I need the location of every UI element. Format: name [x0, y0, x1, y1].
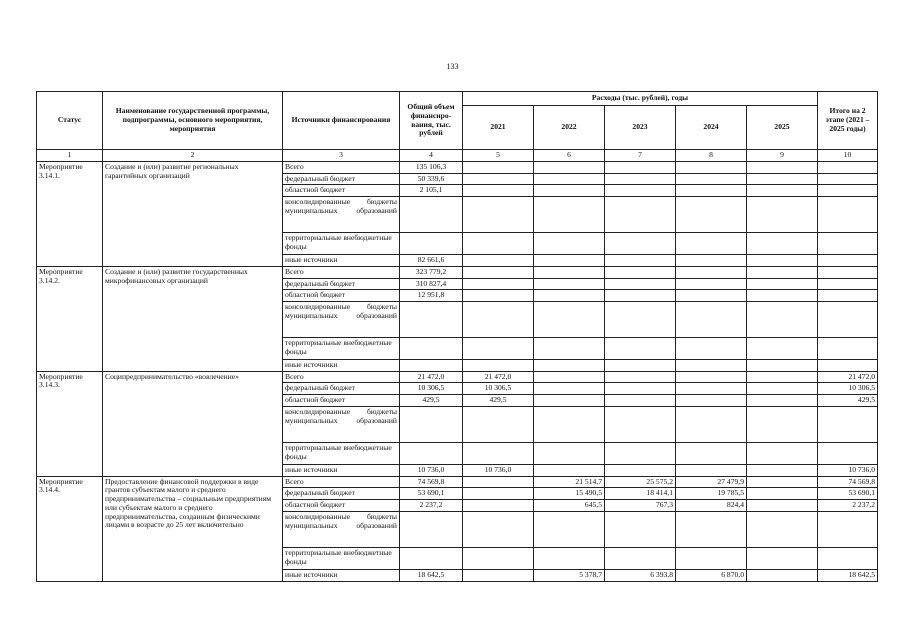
- amount-cell: 12 951,8: [400, 290, 463, 302]
- amount-cell: [818, 290, 878, 302]
- header-name: Наименование государственной программы, подпрограммы, основного мероприятия, мероприятия: [103, 92, 283, 150]
- amount-cell: [747, 464, 818, 476]
- amount-cell: [747, 338, 818, 360]
- amount-cell: [747, 547, 818, 569]
- amount-cell: [747, 162, 818, 174]
- source-label: областной бюджет: [283, 395, 400, 407]
- amount-cell: [747, 278, 818, 290]
- column-number: 7: [605, 150, 676, 162]
- amount-cell: [605, 395, 676, 407]
- amount-cell: [463, 500, 534, 512]
- amount-cell: 645,5: [534, 500, 605, 512]
- amount-cell: [463, 511, 534, 547]
- header-sources: Источники финансирования: [283, 92, 400, 150]
- header-expenses-group: Расходы (тыс. рублей), годы: [463, 92, 818, 106]
- amount-cell: 2 237,2: [400, 500, 463, 512]
- source-label: областной бюджет: [283, 290, 400, 302]
- amount-cell: [676, 290, 747, 302]
- amount-cell: [747, 569, 818, 581]
- amount-cell: [676, 278, 747, 290]
- amount-cell: [534, 233, 605, 255]
- amount-cell: [676, 511, 747, 547]
- amount-cell: [534, 162, 605, 174]
- measure-name: Создание и (или) развитие государственных микрофинансовых организаций: [103, 266, 283, 371]
- source-label: консолидированные бюджеты муниципальных образований: [283, 302, 400, 338]
- amount-cell: 6 393,8: [605, 569, 676, 581]
- amount-cell: [605, 511, 676, 547]
- column-number: 9: [747, 150, 818, 162]
- amount-cell: [747, 406, 818, 442]
- amount-cell: [747, 383, 818, 395]
- column-number: 6: [534, 150, 605, 162]
- amount-cell: [676, 395, 747, 407]
- header-year: 2021: [463, 106, 534, 150]
- source-label: иные источники: [283, 464, 400, 476]
- column-number: 10: [818, 150, 878, 162]
- source-label: консолидированные бюджеты муниципальных образований: [283, 197, 400, 233]
- amount-cell: 21 514,7: [534, 476, 605, 488]
- source-label: консолидированные бюджеты муниципальных образований: [283, 406, 400, 442]
- amount-cell: 18 642,5: [400, 569, 463, 581]
- amount-cell: [747, 371, 818, 383]
- amount-cell: [534, 338, 605, 360]
- amount-cell: [747, 395, 818, 407]
- amount-cell: [747, 488, 818, 500]
- amount-cell: [534, 185, 605, 197]
- amount-cell: [818, 338, 878, 360]
- amount-cell: [463, 197, 534, 233]
- amount-cell: 10 306,5: [400, 383, 463, 395]
- source-label: Всего: [283, 266, 400, 278]
- amount-cell: [605, 290, 676, 302]
- amount-cell: [818, 266, 878, 278]
- amount-cell: [818, 547, 878, 569]
- amount-cell: [534, 442, 605, 464]
- amount-cell: [463, 442, 534, 464]
- amount-cell: [463, 290, 534, 302]
- amount-cell: 429,5: [818, 395, 878, 407]
- amount-cell: [463, 278, 534, 290]
- amount-cell: [818, 360, 878, 372]
- amount-cell: [463, 476, 534, 488]
- page-number: 133: [446, 62, 459, 71]
- amount-cell: 50 339,6: [400, 173, 463, 185]
- amount-cell: [534, 197, 605, 233]
- amount-cell: [676, 162, 747, 174]
- column-number: 2: [103, 150, 283, 162]
- amount-cell: [463, 255, 534, 267]
- header-total-volume: Общий объем финансиро-вания, тыс. рублей: [400, 92, 463, 150]
- header-year: 2024: [676, 106, 747, 150]
- header-year: 2022: [534, 106, 605, 150]
- amount-cell: [400, 233, 463, 255]
- amount-cell: [676, 406, 747, 442]
- amount-cell: 310 827,4: [400, 278, 463, 290]
- amount-cell: [747, 266, 818, 278]
- amount-cell: [534, 547, 605, 569]
- source-label: иные источники: [283, 569, 400, 581]
- amount-cell: [676, 302, 747, 338]
- source-label: консолидированные бюджеты муниципальных образований: [283, 511, 400, 547]
- amount-cell: [676, 233, 747, 255]
- amount-cell: 10 736,0: [818, 464, 878, 476]
- amount-cell: 21 472,0: [818, 371, 878, 383]
- amount-cell: 74 569,8: [400, 476, 463, 488]
- amount-cell: 25 575,2: [605, 476, 676, 488]
- amount-cell: [463, 266, 534, 278]
- amount-cell: [818, 442, 878, 464]
- amount-cell: [676, 255, 747, 267]
- amount-cell: [676, 197, 747, 233]
- amount-cell: [747, 255, 818, 267]
- measure-name: Соципредпринимательство «вовлечение»: [103, 371, 283, 476]
- amount-cell: [463, 488, 534, 500]
- amount-cell: [676, 383, 747, 395]
- amount-cell: [463, 162, 534, 174]
- amount-cell: [818, 162, 878, 174]
- amount-cell: [605, 266, 676, 278]
- amount-cell: [534, 255, 605, 267]
- amount-cell: 2 105,1: [400, 185, 463, 197]
- source-label: территориальные внебюджетные фонды: [283, 233, 400, 255]
- table-row: [37, 371, 878, 383]
- amount-cell: 18 642,5: [818, 569, 878, 581]
- header-total-stage: Итого на 2 этапе (2021 – 2025 годы): [818, 92, 878, 150]
- amount-cell: [605, 383, 676, 395]
- amount-cell: [605, 162, 676, 174]
- amount-cell: 429,5: [463, 395, 534, 407]
- amount-cell: 2 237,2: [818, 500, 878, 512]
- measure-status: Мероприятие 3.14.1.: [37, 162, 103, 267]
- amount-cell: [534, 278, 605, 290]
- table-row: [37, 266, 878, 278]
- amount-cell: [534, 383, 605, 395]
- amount-cell: [676, 173, 747, 185]
- amount-cell: [463, 233, 534, 255]
- amount-cell: [747, 511, 818, 547]
- amount-cell: [534, 511, 605, 547]
- column-number: 3: [283, 150, 400, 162]
- amount-cell: [463, 547, 534, 569]
- amount-cell: [605, 360, 676, 372]
- amount-cell: [747, 500, 818, 512]
- amount-cell: 21 472,0: [400, 371, 463, 383]
- amount-cell: [818, 233, 878, 255]
- amount-cell: [818, 255, 878, 267]
- amount-cell: [747, 302, 818, 338]
- source-label: иные источники: [283, 255, 400, 267]
- amount-cell: [400, 338, 463, 360]
- amount-cell: [605, 464, 676, 476]
- source-label: иные источники: [283, 360, 400, 372]
- amount-cell: [605, 173, 676, 185]
- amount-cell: [400, 547, 463, 569]
- source-label: территориальные внебюджетные фонды: [283, 442, 400, 464]
- header-status: Статус: [37, 92, 103, 150]
- amount-cell: 135 106,3: [400, 162, 463, 174]
- column-number: 1: [37, 150, 103, 162]
- amount-cell: [747, 233, 818, 255]
- source-label: областной бюджет: [283, 500, 400, 512]
- amount-cell: 323 779,2: [400, 266, 463, 278]
- amount-cell: [605, 278, 676, 290]
- amount-cell: [818, 511, 878, 547]
- header-year: 2025: [747, 106, 818, 150]
- amount-cell: [605, 338, 676, 360]
- amount-cell: [676, 266, 747, 278]
- amount-cell: [676, 185, 747, 197]
- amount-cell: [605, 442, 676, 464]
- source-label: федеральный бюджет: [283, 173, 400, 185]
- amount-cell: [605, 371, 676, 383]
- amount-cell: [676, 338, 747, 360]
- amount-cell: 53 690,1: [400, 488, 463, 500]
- source-label: территориальные внебюджетные фонды: [283, 547, 400, 569]
- amount-cell: [818, 278, 878, 290]
- amount-cell: 429,5: [400, 395, 463, 407]
- amount-cell: [534, 395, 605, 407]
- amount-cell: [605, 406, 676, 442]
- amount-cell: [400, 511, 463, 547]
- amount-cell: [676, 371, 747, 383]
- source-label: Всего: [283, 371, 400, 383]
- table-row: [37, 162, 878, 174]
- amount-cell: [400, 360, 463, 372]
- measure-status: Мероприятие 3.14.2.: [37, 266, 103, 371]
- amount-cell: [534, 371, 605, 383]
- amount-cell: [534, 302, 605, 338]
- source-label: территориальные внебюджетные фонды: [283, 338, 400, 360]
- measure-status: Мероприятие 3.14.4.: [37, 476, 103, 581]
- amount-cell: [534, 464, 605, 476]
- amount-cell: [605, 302, 676, 338]
- amount-cell: [605, 547, 676, 569]
- amount-cell: 10 306,5: [463, 383, 534, 395]
- amount-cell: [747, 197, 818, 233]
- amount-cell: [534, 173, 605, 185]
- amount-cell: [605, 197, 676, 233]
- amount-cell: [818, 197, 878, 233]
- amount-cell: 19 785,5: [676, 488, 747, 500]
- source-label: Всего: [283, 162, 400, 174]
- amount-cell: [747, 185, 818, 197]
- amount-cell: 10 736,0: [400, 464, 463, 476]
- measure-status: Мероприятие 3.14.3.: [37, 371, 103, 476]
- column-number: 4: [400, 150, 463, 162]
- amount-cell: [676, 464, 747, 476]
- amount-cell: [534, 406, 605, 442]
- amount-cell: [747, 290, 818, 302]
- amount-cell: [463, 338, 534, 360]
- amount-cell: [818, 185, 878, 197]
- amount-cell: 74 569,8: [818, 476, 878, 488]
- amount-cell: [676, 442, 747, 464]
- amount-cell: [605, 233, 676, 255]
- header-year: 2023: [605, 106, 676, 150]
- amount-cell: [400, 406, 463, 442]
- measure-name: Создание и (или) развитие региональных гарантийных организаций: [103, 162, 283, 267]
- source-label: федеральный бюджет: [283, 383, 400, 395]
- amount-cell: 767,3: [605, 500, 676, 512]
- financing-table: [36, 91, 878, 582]
- amount-cell: [534, 290, 605, 302]
- amount-cell: [463, 173, 534, 185]
- source-label: федеральный бюджет: [283, 278, 400, 290]
- source-label: Всего: [283, 476, 400, 488]
- amount-cell: 10 736,0: [463, 464, 534, 476]
- amount-cell: [605, 185, 676, 197]
- amount-cell: 824,4: [676, 500, 747, 512]
- amount-cell: [400, 442, 463, 464]
- amount-cell: 5 378,7: [534, 569, 605, 581]
- amount-cell: [747, 360, 818, 372]
- amount-cell: [534, 360, 605, 372]
- amount-cell: [818, 406, 878, 442]
- amount-cell: [818, 173, 878, 185]
- amount-cell: [463, 302, 534, 338]
- amount-cell: 18 414,1: [605, 488, 676, 500]
- amount-cell: 6 870,0: [676, 569, 747, 581]
- column-number: 5: [463, 150, 534, 162]
- table-body: [37, 162, 878, 582]
- amount-cell: [747, 173, 818, 185]
- amount-cell: 27 479,9: [676, 476, 747, 488]
- amount-cell: [534, 266, 605, 278]
- amount-cell: [605, 255, 676, 267]
- amount-cell: 10 306,5: [818, 383, 878, 395]
- amount-cell: 21 472,0: [463, 371, 534, 383]
- amount-cell: [463, 185, 534, 197]
- amount-cell: [463, 360, 534, 372]
- amount-cell: [463, 406, 534, 442]
- amount-cell: [747, 442, 818, 464]
- amount-cell: [747, 476, 818, 488]
- column-number: 8: [676, 150, 747, 162]
- source-label: федеральный бюджет: [283, 488, 400, 500]
- amount-cell: [818, 302, 878, 338]
- amount-cell: [463, 569, 534, 581]
- table-row: [37, 476, 878, 488]
- measure-name: Предоставление финансовой поддержки в виде грантов субъектам малого и среднего предпринимательства – социальным предприятиям или субъектам малого и среднего предпринимательства, созданным физическими лицами в возрасте до 25 лет включительно: [103, 476, 283, 581]
- amount-cell: [676, 360, 747, 372]
- amount-cell: 15 490,5: [534, 488, 605, 500]
- column-number-row: [37, 150, 878, 162]
- amount-cell: [400, 197, 463, 233]
- table-header: [37, 92, 878, 162]
- amount-cell: [400, 302, 463, 338]
- amount-cell: [676, 547, 747, 569]
- source-label: областной бюджет: [283, 185, 400, 197]
- amount-cell: 53 690,1: [818, 488, 878, 500]
- amount-cell: 82 661,6: [400, 255, 463, 267]
